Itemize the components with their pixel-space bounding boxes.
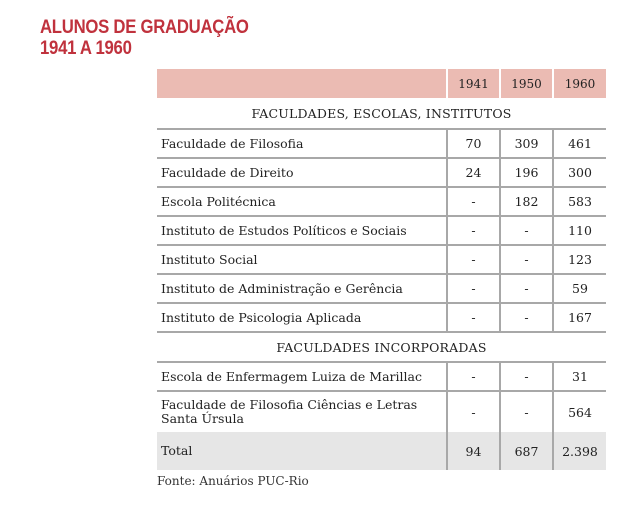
header-year-1941: 1941 bbox=[448, 69, 499, 98]
row-value-1941: - bbox=[448, 188, 501, 215]
total-1941: 94 bbox=[448, 432, 501, 470]
row-value-1941: - bbox=[448, 363, 501, 390]
total-1960: 2.398 bbox=[562, 443, 598, 459]
row-label: Faculdade de Filosofia Ciências e Letras Santa Úrsula bbox=[157, 392, 448, 432]
row-label: Instituto Social bbox=[157, 246, 448, 273]
table-row bbox=[157, 244, 606, 273]
row-value-1941: 70 bbox=[448, 130, 501, 157]
row-value-1950: - bbox=[501, 392, 554, 432]
table-header-row bbox=[157, 69, 606, 98]
row-label: Instituto de Estudos Políticos e Sociais bbox=[157, 217, 448, 244]
table-row bbox=[157, 390, 606, 432]
total-row bbox=[157, 432, 606, 470]
row-label: Instituto de Psicologia Aplicada bbox=[157, 304, 448, 331]
header-year-1950: 1950 bbox=[501, 69, 552, 98]
table-row bbox=[157, 215, 606, 244]
row-value-1941: - bbox=[448, 392, 501, 432]
row-value-1950: - bbox=[501, 217, 554, 244]
row-label: Escola de Enfermagem Luiza de Marillac bbox=[157, 363, 448, 390]
header-year-1960: 1960 bbox=[554, 69, 606, 98]
row-value-1960: 59 bbox=[572, 281, 588, 296]
row-value-1960: 123 bbox=[568, 252, 592, 267]
row-label: Instituto de Administração e Gerência bbox=[157, 275, 448, 302]
section-heading-row-incorporadas bbox=[157, 331, 606, 361]
row-value-1960: 110 bbox=[568, 223, 592, 238]
source-note: Fonte: Anuários PUC-Rio bbox=[157, 474, 309, 488]
row-value-1950: - bbox=[501, 304, 554, 331]
header-blank-cell bbox=[157, 69, 446, 98]
row-value-1941: - bbox=[448, 217, 501, 244]
enrollment-table bbox=[157, 69, 606, 470]
row-value-1941: 24 bbox=[448, 159, 501, 186]
table-row bbox=[157, 361, 606, 390]
row-label: Escola Politécnica bbox=[157, 188, 448, 215]
table-row bbox=[157, 273, 606, 302]
row-value-1950: 309 bbox=[501, 130, 554, 157]
section-rows-1 bbox=[157, 128, 606, 331]
row-value-1941: - bbox=[448, 246, 501, 273]
row-value-1941: - bbox=[448, 304, 501, 331]
row-value-1950: - bbox=[501, 275, 554, 302]
row-value-1960: 564 bbox=[568, 404, 592, 420]
total-label: Total bbox=[157, 432, 448, 470]
section-rows-2 bbox=[157, 361, 606, 432]
table-row bbox=[157, 302, 606, 331]
table-row bbox=[157, 186, 606, 215]
table-row bbox=[157, 157, 606, 186]
row-value-1941: - bbox=[448, 275, 501, 302]
row-value-1960: 31 bbox=[572, 369, 588, 384]
row-value-1950: - bbox=[501, 363, 554, 390]
row-value-1960: 583 bbox=[568, 194, 592, 209]
table-row bbox=[157, 128, 606, 157]
title-line-1: ALUNOS DE GRADUAÇÃO bbox=[40, 17, 249, 38]
section-heading-faculdades: FACULDADES, ESCOLAS, INSTITUTOS bbox=[251, 105, 512, 121]
section-heading-incorporadas: FACULDADES INCORPORADAS bbox=[276, 339, 487, 355]
row-label: Faculdade de Filosofia bbox=[157, 130, 448, 157]
row-value-1950: 182 bbox=[501, 188, 554, 215]
row-label: Faculdade de Direito bbox=[157, 159, 448, 186]
total-1950: 687 bbox=[501, 432, 554, 470]
row-value-1950: 196 bbox=[501, 159, 554, 186]
row-value-1960: 167 bbox=[568, 310, 592, 325]
document-title bbox=[40, 17, 249, 59]
row-value-1960: 300 bbox=[568, 165, 592, 180]
row-value-1960: 461 bbox=[568, 136, 592, 151]
row-value-1950: - bbox=[501, 246, 554, 273]
title-line-2: 1941 A 1960 bbox=[40, 38, 132, 59]
